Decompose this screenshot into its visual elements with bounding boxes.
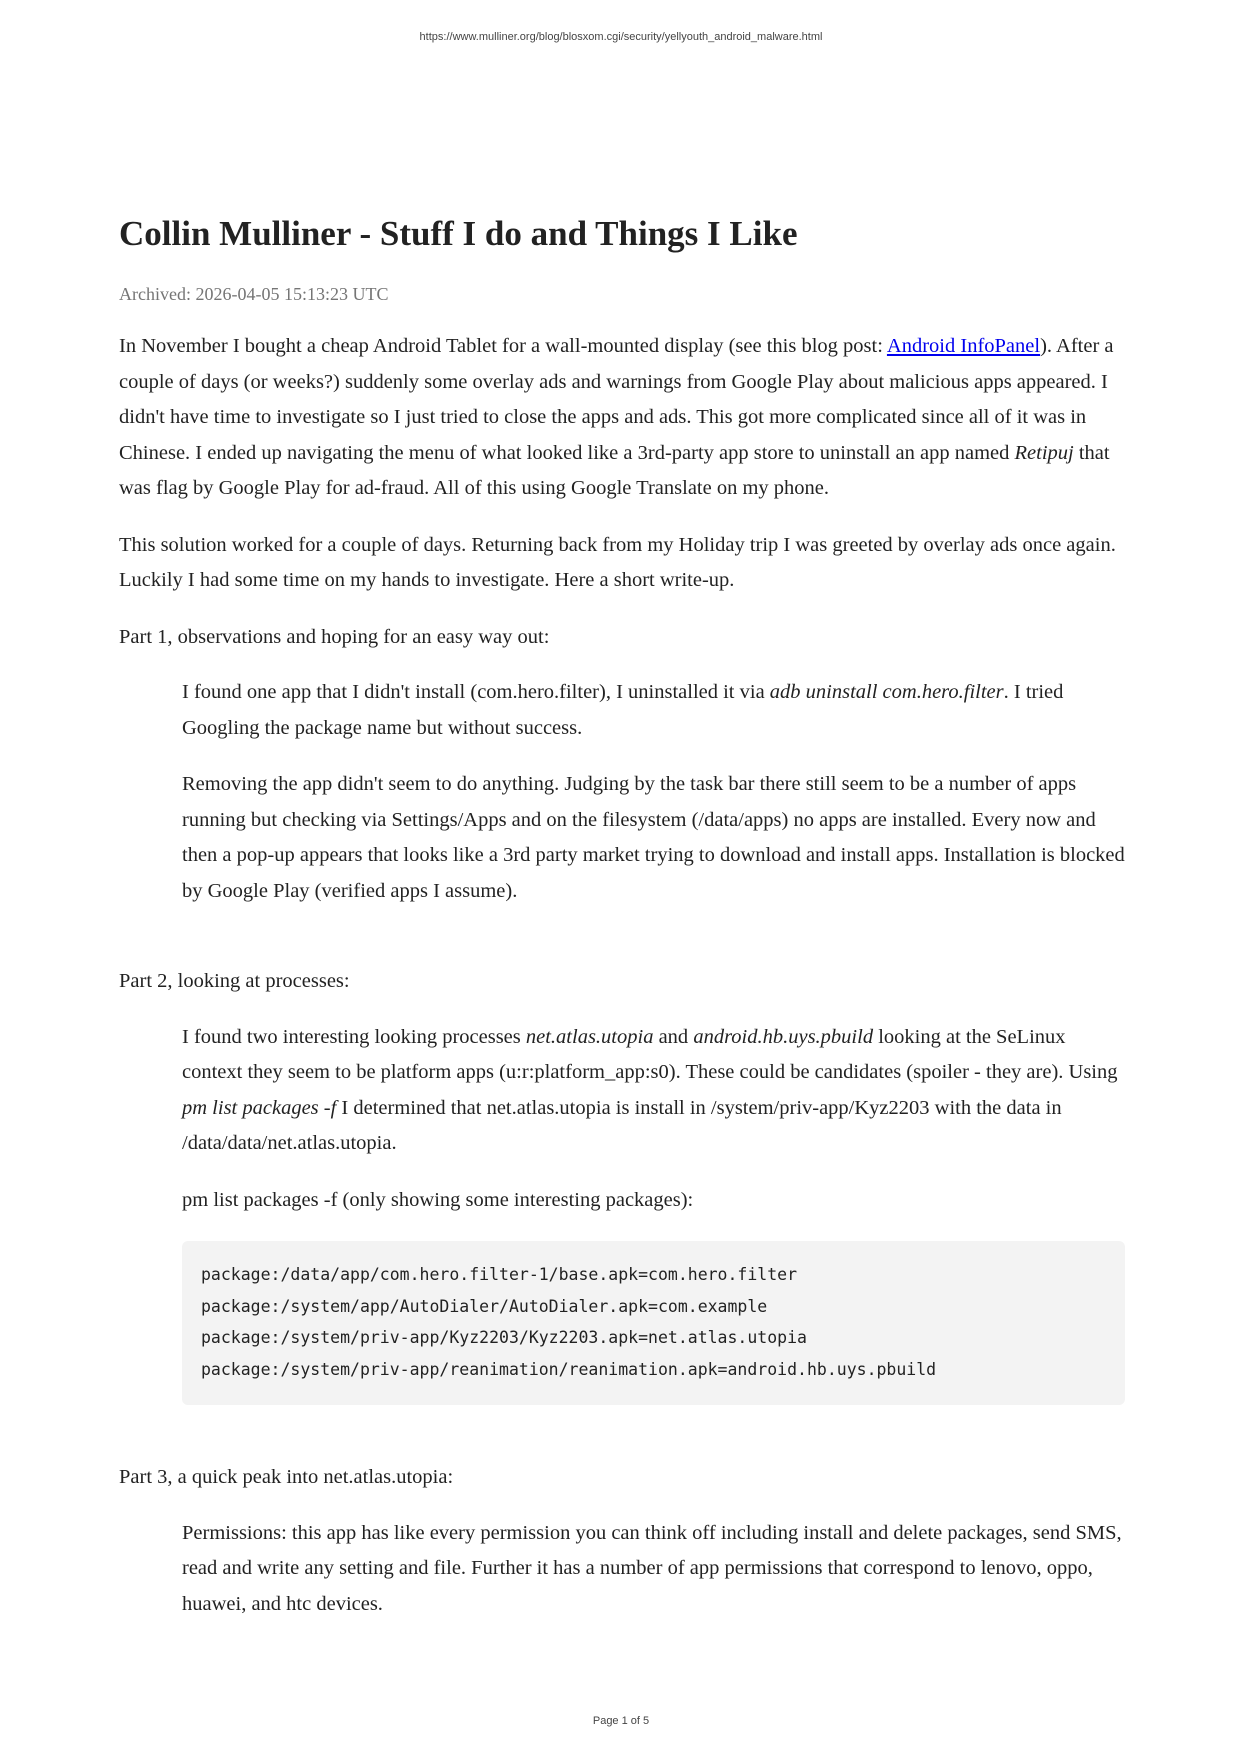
part2-body (182, 1020, 1125, 1219)
part1-heading: Part 1, observations and hoping for an easy way out: (119, 625, 550, 648)
page-title: Collin Mulliner - Stuff I do and Things I Like (119, 214, 798, 253)
code-line: package:/system/priv-app/Kyz2203/Kyz2203.apk=net.atlas.utopia (201, 1328, 807, 1347)
part1-body (182, 675, 1125, 909)
part2-heading: Part 2, looking at processes: (119, 970, 350, 992)
archived-timestamp: Archived: 2026-04-05 15:13:23 UTC (119, 284, 389, 304)
process-android-hb-uys-pbuild: android.hb.uys.pbuild (693, 1025, 874, 1048)
pm-list-command: pm list packages -f (182, 1096, 337, 1119)
part3-paragraph-1: Permissions: this app has like every permission you can think off including install and delete packages, send SMS, read and write any setting and file. Further it has a number of app permissions that correspond to lenovo, oppo, huawei, and htc devices. (182, 1521, 1122, 1615)
solution-paragraph: This solution worked for a couple of days. Returning back from my Holiday trip I was greeted by overlay ads once again. Luckily I had some time on my hands to investigate. Here a short write-up. (119, 533, 1116, 591)
app-name-retipuj: Retipuj (1014, 441, 1074, 464)
part1-paragraph-1: I found one app that I didn't install (com.hero.filter), I uninstalled it via adb uninstall com.hero.filter. I tried Googling the package name but without success. (182, 681, 1064, 739)
code-block (182, 1241, 1125, 1405)
page-number: Page 1 of 5 (592, 1715, 650, 1727)
code-line: package:/system/priv-app/reanimation/reanimation.apk=android.hb.uys.pbuild (201, 1359, 937, 1379)
intro-paragraph: In November I bought a cheap Android Tablet for a wall-mounted display (see this blog post: Android InfoPanel). After a couple of days (or weeks?) suddenly some overlay ads and warnings from Google Play about malicious apps appeared. I didn't have time to investigate so I just tried to close the apps and ads. This got more complicated since all of it was in Chinese. I ended up navigating the menu of what looked like a 3rd-party app store to uninstall an app named Retipuj that was flag by Google Play for ad-fraud. All of this using Google Translate on my phone. (119, 335, 1114, 499)
part1-paragraph-2: Removing the app didn't seem to do anything. Judging by the task bar there still seem to be a number of apps running but checking via Settings/Apps and on the filesystem (/data/apps) no apps are installed. Every now and then a pop-up appears that looks like a 3rd party market trying to download and install apps. Installation is blocked by Google Play (verified apps I assume). (182, 773, 1125, 902)
code-line: package:/data/app/com.hero.filter-1/base.apk=com.hero.filter (201, 1265, 798, 1284)
header-url: https://www.mulliner.org/blog/blosxom.cgi/security/yellyouth_android_malware.html (419, 31, 823, 43)
part3-body (182, 1516, 1125, 1623)
part2-paragraph-2: pm list packages -f (only showing some interesting packages): (182, 1188, 694, 1211)
adb-uninstall-command: adb uninstall com.hero.filter (769, 681, 1004, 703)
process-net-atlas-utopia: net.atlas.utopia (525, 1025, 654, 1048)
part3-heading: Part 3, a quick peak into net.atlas.utopia: (119, 1466, 454, 1488)
code-line: package:/system/app/AutoDialer/AutoDialer.apk=com.example (201, 1296, 768, 1316)
article (119, 212, 1125, 1622)
part2-paragraph-1: I found two interesting looking processes net.atlas.utopia and android.hb.uys.pbuild looking at the SeLinux context they seem to be platform apps (u:r:platform_app:s0). These could be candidates (spoiler - they are). Using pm list packages -f I determined that net.atlas.utopia is install in /system/priv-app/Kyz2203 with the data in /data/data/net.atlas.utopia. (182, 1025, 1118, 1154)
android-infopanel-link[interactable]: Android InfoPanel (886, 335, 1041, 357)
